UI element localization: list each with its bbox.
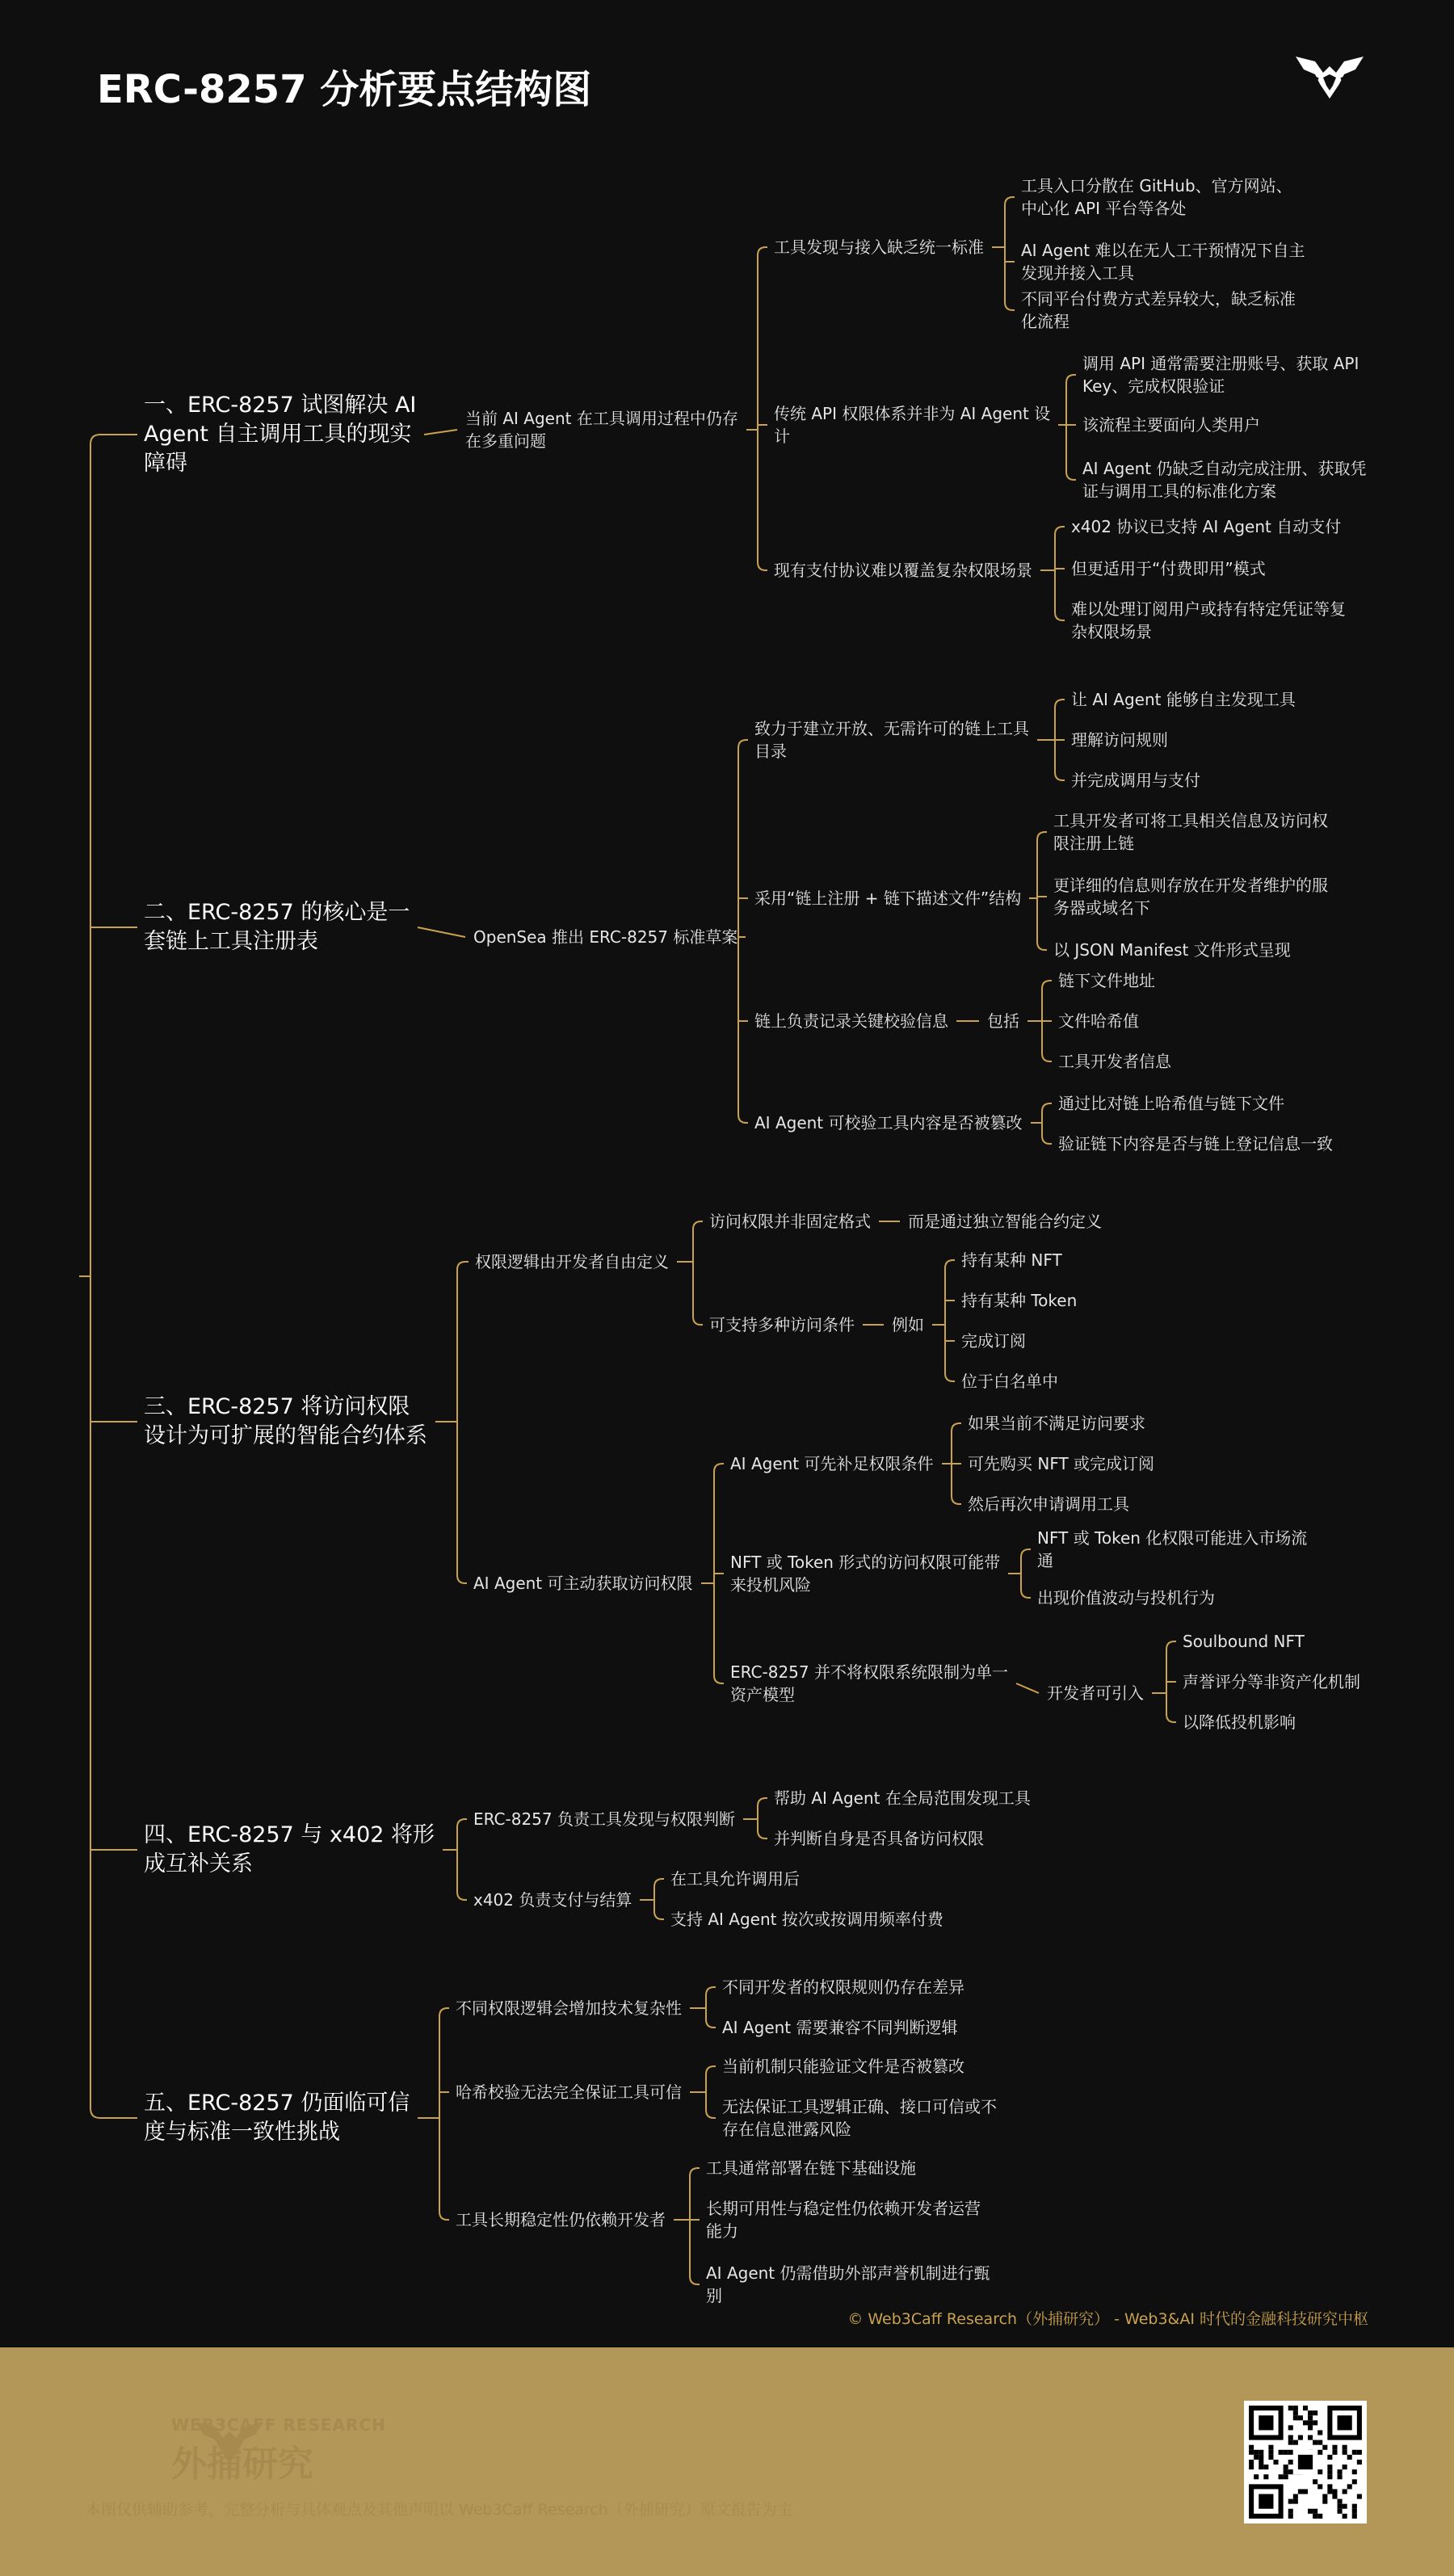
mindmap-node-s2a1: 致力于建立开放、无需许可的链上工具 目录: [754, 719, 1029, 761]
connector-line: [1042, 981, 1052, 989]
connector-line: [1055, 527, 1065, 535]
section-title-s5: 五、ERC-8257 仍面临可信 度与标准一致性挑战: [144, 2091, 410, 2145]
connector-line: [758, 1798, 767, 1806]
mindmap-node-s3b2a: NFT 或 Token 化权限可能进入市场流 通: [1037, 1528, 1308, 1570]
connector-line: [952, 1423, 961, 1431]
mindmap-node-s3b: AI Agent 可主动获取访问权限: [473, 1574, 693, 1593]
mindmap-node-s4a: ERC-8257 负责工具发现与权限判断: [473, 1809, 735, 1829]
mindmap-node-s3a2a: 持有某种 NFT: [961, 1250, 1062, 1270]
connector-line: [1021, 1590, 1031, 1598]
connector-line: [1066, 472, 1076, 480]
connector-line: [1055, 700, 1065, 708]
mindmap-node-s1a3c: 难以处理订阅用户或持有特定凭证等复 杂权限场景: [1071, 599, 1346, 641]
section-title-s1: 一、ERC-8257 试图解决 AI Agent 自主调用工具的现实 障碍: [144, 393, 417, 476]
mindmap-node-s1a3a: x402 协议已支持 AI Agent 自动支付: [1071, 517, 1342, 536]
connector-line: [758, 562, 767, 570]
connector-line: [1042, 1103, 1052, 1112]
mindmap-node-s3b3: ERC-8257 并不将权限系统限制为单一 资产模型: [730, 1662, 1008, 1704]
mindmap-node-s2a1c: 并完成调用与支付: [1071, 771, 1200, 790]
mindmap-node-s1a1b: AI Agent 难以在无人工干预情况下自主 发现并接入工具: [1021, 241, 1305, 283]
section-title-s4: 四、ERC-8257 与 x402 将形 成互补关系: [144, 1822, 435, 1876]
connector-line: [945, 1373, 955, 1381]
connector-line: [457, 1262, 469, 1270]
mindmap-node-s3a: 权限逻辑由开发者自由定义: [475, 1252, 669, 1271]
connector-line: [690, 2276, 700, 2284]
connector-line: [90, 435, 137, 444]
mindmap-node-s5b: 哈希校验无法完全保证工具可信: [456, 2082, 682, 2102]
mindmap-node-s2a4a: 通过比对链上哈希值与链下文件: [1058, 1094, 1284, 1113]
connector-line: [706, 1987, 716, 1995]
connector-line: [1055, 612, 1065, 620]
footer-brand-en: WEB3CAFF RESEARCH: [171, 2415, 386, 2435]
connector-line: [738, 740, 748, 748]
mindmap-node-s4a1: 帮助 AI Agent 在全局范围发现工具: [774, 1788, 1031, 1808]
mindmap-node-s3b3c: 以降低投机影响: [1183, 1712, 1296, 1732]
mindmap-node-s3b2b: 出现价值波动与投机行为: [1037, 1588, 1215, 1607]
connector-line: [1005, 197, 1015, 205]
connector-line: [1166, 1641, 1176, 1649]
mindmap-node-s2a1b: 理解访问规则: [1071, 730, 1168, 750]
mindmap-node-s2a1a: 让 AI Agent 能够自主发现工具: [1071, 690, 1296, 709]
mindmap-node-s1a2b: 该流程主要面向人类用户: [1082, 415, 1260, 435]
mindmap-node-s2a2c: 以 JSON Manifest 文件形式呈现: [1053, 940, 1291, 960]
connector-line: [1037, 942, 1047, 950]
mindmap-node-s3a1: 访问权限并非固定格式: [709, 1212, 871, 1231]
mindmap-node-s3b1: AI Agent 可先补足权限条件: [730, 1454, 934, 1473]
connector-line: [706, 2110, 716, 2118]
mindmap-node-s3b1a: 如果当前不满足访问要求: [968, 1414, 1145, 1433]
mindmap-node-s4b1: 在工具允许调用后: [670, 1869, 800, 1889]
mindmap-node-s2a2b: 更详细的信息则存放在开发者维护的服 务器或域名下: [1053, 876, 1328, 918]
mindmap-node-s4b2: 支持 AI Agent 按次或按调用频率付费: [670, 1910, 943, 1929]
mindmap-node-s3b3x: 开发者可引入: [1047, 1683, 1144, 1703]
connector-line: [439, 2212, 449, 2220]
connector-line: [439, 2008, 449, 2016]
mindmap-node-s2a2: 采用“链上注册 + 链下描述文件”结构: [754, 889, 1022, 908]
mindmap-node-s3b3a: Soulbound NFT: [1183, 1632, 1305, 1651]
mindmap-node-s2a3x: 包括: [987, 1011, 1019, 1031]
mindmap-node-s3b3b: 声誉评分等非资产化机制: [1183, 1672, 1360, 1691]
mindmap-node-s3a2b: 持有某种 Token: [961, 1291, 1078, 1310]
connector-line: [714, 1675, 724, 1683]
mindmap-node-s5a1: 不同开发者的权限规则仍存在差异: [722, 1977, 964, 1997]
connector-line: [457, 1892, 467, 1900]
connector-line: [714, 1464, 724, 1472]
mindmap-node-s5c1: 工具通常部署在链下基础设施: [706, 2158, 916, 2178]
mindmap-node-s2a3a: 链下文件地址: [1058, 971, 1155, 990]
mindmap-node-s3a2x: 例如: [892, 1315, 924, 1334]
mindmap-node-s5a2: AI Agent 需要兼容不同判断逻辑: [722, 2018, 958, 2037]
footer-disclaimer: 本图仅供辅助参考，完整分析与具体观点及其他声明以 Web3Caff Research（外捕研究）原文报告为主: [86, 2501, 792, 2519]
mindmap-node-s3a2c: 完成订阅: [961, 1331, 1026, 1351]
mindmap-node-s5c2: 长期可用性与稳定性仍依赖开发者运营 能力: [706, 2199, 981, 2241]
connector-line: [1037, 832, 1047, 840]
connector-line: [693, 1317, 703, 1325]
mindmap-node-s1a3: 现有支付协议难以覆盖复杂权限场景: [774, 561, 1032, 580]
connector-line: [738, 1115, 748, 1123]
mindmap-node-s3b2: NFT 或 Token 形式的访问权限可能带 来投机风险: [730, 1553, 1001, 1595]
footer-brand-cn: 外捕研究: [171, 2444, 313, 2485]
connector-line: [1066, 375, 1076, 383]
mindmap-node-s3b1c: 然后再次申请调用工具: [968, 1494, 1129, 1514]
connector-line: [1166, 1714, 1176, 1722]
mindmap-node-s2a3c: 工具开发者信息: [1058, 1052, 1171, 1071]
mindmap-node-s4a2: 并判断自身是否具备访问权限: [774, 1829, 984, 1848]
mindmap-node-s3a2d: 位于白名单中: [961, 1372, 1058, 1391]
connector-line: [1055, 772, 1065, 780]
connector-line: [693, 1221, 703, 1229]
connector-line: [418, 927, 465, 937]
mindmap-node-s2a4: AI Agent 可校验工具内容是否被篡改: [754, 1113, 1023, 1133]
connector-line: [1005, 302, 1015, 310]
mindmap-node-s5a: 不同权限逻辑会增加技术复杂性: [456, 1998, 682, 2018]
mindmap-node-s3b1b: 可先购买 NFT 或完成订阅: [968, 1454, 1155, 1473]
mindmap-node-s2a: OpenSea 推出 ERC-8257 标准草案: [473, 927, 738, 947]
mindmap-node-s1a2: 传统 API 权限体系并非为 AI Agent 设 计: [774, 404, 1051, 446]
mindmap-node-s1a: 当前 AI Agent 在工具调用过程中仍存 在多重问题: [465, 409, 738, 451]
mindmap-node-s2a3: 链上负责记录关键校验信息: [754, 1011, 948, 1031]
connector-line: [90, 2108, 137, 2118]
mindmap-node-s5c3: AI Agent 仍需借助外部声誉机制进行甄 别: [706, 2263, 990, 2305]
connector-line: [758, 1830, 767, 1838]
mindmap-node-s1a1c: 不同平台付费方式差异较大，缺乏标准 化流程: [1021, 289, 1296, 331]
page-title: ERC-8257 分析要点结构图: [97, 67, 592, 112]
section-title-s2: 二、ERC-8257 的核心是一 套链上工具注册表: [144, 900, 410, 954]
connector-line: [654, 1911, 664, 1919]
connector-line: [1042, 1053, 1052, 1061]
connector-line: [952, 1496, 961, 1504]
connector-line: [424, 430, 457, 435]
mindmap-node-s5c: 工具长期稳定性仍依赖开发者: [456, 2210, 666, 2229]
mindmap-node-s2a3b: 文件哈希值: [1058, 1011, 1139, 1031]
connector-line: [1042, 1136, 1052, 1144]
mindmap-node-s2a2a: 工具开发者可将工具相关信息及访问权 限注册上链: [1053, 811, 1328, 853]
mindmap-node-s1a1a: 工具入口分散在 GitHub、官方网站、 中心化 API 平台等各处: [1021, 176, 1292, 218]
qr-code-icon: [1244, 2401, 1367, 2523]
mindmap-node-s1a3b: 但更适用于“付费即用”模式: [1071, 559, 1266, 578]
connector-line: [706, 2019, 716, 2028]
mindmap-node-s3a2: 可支持多种访问条件: [709, 1315, 855, 1334]
connector-line: [690, 2168, 700, 2176]
mindmap-node-s2a4b: 验证链下内容是否与链上登记信息一致: [1058, 1134, 1333, 1154]
connector-line: [457, 1575, 467, 1583]
connector-line: [758, 247, 767, 255]
connector-line: [457, 1819, 467, 1827]
mindmap-node-s5b1: 当前机制只能验证文件是否被篡改: [722, 2057, 964, 2076]
connector-line: [1016, 1683, 1039, 1693]
connector-line: [706, 2066, 716, 2074]
copyright-text: © Web3Caff Research（外捕研究） - Web3&AI 时代的金融科技研究中枢: [847, 2310, 1368, 2328]
connector-line: [1021, 1549, 1031, 1557]
connector-line: [654, 1879, 664, 1887]
mindmap-node-s4b: x402 负责支付与结算: [473, 1890, 632, 1910]
mindmap-node-s5b2: 无法保证工具逻辑正确、接口可信或不 存在信息泄露风险: [722, 2097, 997, 2139]
section-title-s3: 三、ERC-8257 将访问权限 设计为可扩展的智能合约体系: [144, 1394, 427, 1448]
connector-line: [945, 1260, 955, 1268]
mindmap-node-s1a1: 工具发现与接入缺乏统一标准: [774, 237, 984, 257]
mindmap-node-s3a1a: 而是通过独立智能合约定义: [908, 1212, 1102, 1231]
mindmap-node-s1a2a: 调用 API 通常需要注册账号、获取 API Key、完成权限验证: [1082, 354, 1359, 396]
mindmap-node-s1a2c: AI Agent 仍缺乏自动完成注册、获取凭 证与调用工具的标准化方案: [1082, 459, 1367, 501]
